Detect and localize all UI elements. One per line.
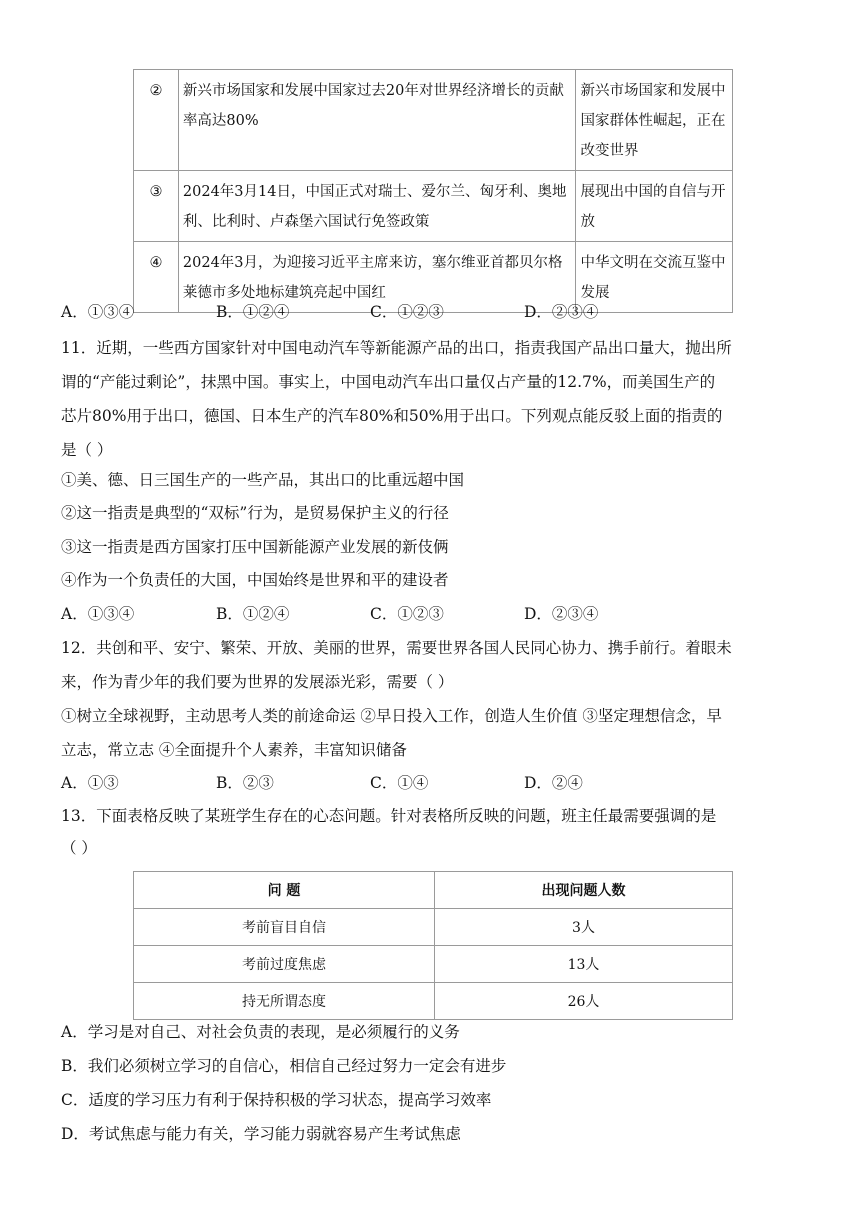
option-c[interactable]: C．①④ (370, 774, 429, 792)
cell-count: 3人 (435, 909, 733, 946)
option-a[interactable]: A．①③④ (61, 303, 135, 321)
q13-table (133, 871, 733, 1020)
q11-item: ③这一指责是西方国家打压中国新能源产业发展的新伎俩 (61, 538, 449, 556)
row-event: 2024年3月，为迎接习近平主席来访，塞尔维亚首都贝尔格莱德市多处地标建筑亮起中国红 (178, 242, 576, 313)
q13-answer-b[interactable]: B．我们必须树立学习的自信心，相信自己经过努力一定会有进步 (61, 1057, 507, 1075)
q11-item: ④作为一个负责任的大国，中国始终是世界和平的建设者 (61, 571, 449, 589)
option-a[interactable]: A．①③ (61, 774, 119, 792)
q12-stem-line: 12．共创和平、安宁、繁荣、开放、美丽的世界，需要世界各国人民同心协力、携手前行。着眼未 (61, 639, 732, 657)
row-number: ④ (134, 242, 179, 313)
q12-item: 立志，常立志 ④全面提升个人素养，丰富知识储备 (61, 741, 407, 759)
q13-answer-d[interactable]: D．考试焦虑与能力有关，学习能力弱就容易产生考试焦虑 (61, 1125, 461, 1143)
column-header-problem: 问 题 (134, 872, 435, 909)
row-meaning: 展现出中国的自信与开放 (576, 171, 733, 242)
option-b[interactable]: B．②③ (216, 774, 274, 792)
q11-stem-line: 11．近期，一些西方国家针对中国电动汽车等新能源产品的出口，指责我国产品出口量大，抛出所 (61, 339, 732, 357)
table-row (134, 983, 733, 1020)
cell-count: 13人 (435, 946, 733, 983)
q13-stem-line: （ ） (61, 839, 97, 857)
table-header-row (134, 872, 733, 909)
q11-item: ①美、德、日三国生产的一些产品，其出口的比重远超中国 (61, 471, 465, 489)
option-a[interactable]: A．①③④ (61, 605, 135, 623)
q10-table (133, 69, 733, 313)
option-d[interactable]: D．②④ (524, 774, 583, 792)
cell-problem: 考前过度焦虑 (134, 946, 435, 983)
row-event: 新兴市场国家和发展中国家过去20年对世界经济增长的贡献率高达80% (178, 70, 576, 171)
table-row (134, 909, 733, 946)
q11-item: ②这一指责是典型的“双标”行为，是贸易保护主义的行径 (61, 504, 449, 522)
option-b[interactable]: B．①②④ (216, 303, 290, 321)
q13-answer-c[interactable]: C．适度的学习压力有利于保持积极的学习状态，提高学习效率 (61, 1091, 492, 1109)
cell-count: 26人 (435, 983, 733, 1020)
table-row (134, 171, 733, 242)
row-meaning: 新兴市场国家和发展中国家群体性崛起，正在改变世界 (576, 70, 733, 171)
option-b[interactable]: B．①②④ (216, 605, 290, 623)
column-header-count: 出现问题人数 (435, 872, 733, 909)
option-c[interactable]: C．①②③ (370, 605, 444, 623)
q11-stem-line: 谓的“产能过剩论”，抹黑中国。事实上，中国电动汽车出口量仅占产量的12.7%，而美国生产的 (61, 373, 716, 391)
option-c[interactable]: C．①②③ (370, 303, 444, 321)
q12-stem-line: 来，作为青少年的我们要为世界的发展添光彩，需要（ ） (61, 673, 454, 691)
q13-stem-line: 13．下面表格反映了某班学生存在的心态问题。针对表格所反映的问题，班主任最需要强调的是 (61, 807, 717, 825)
table-row (134, 70, 733, 171)
cell-problem: 考前盲目自信 (134, 909, 435, 946)
row-number: ③ (134, 171, 179, 242)
q13-answer-a[interactable]: A．学习是对自己、对社会负责的表现，是必须履行的义务 (61, 1023, 460, 1041)
q11-stem-line: 芯片80%用于出口，德国、日本生产的汽车80%和50%用于出口。下列观点能反驳上面的指责的 (61, 407, 723, 425)
cell-problem: 持无所谓态度 (134, 983, 435, 1020)
option-d[interactable]: D．②③④ (524, 605, 599, 623)
option-d[interactable]: D．②③④ (524, 303, 599, 321)
row-number: ② (134, 70, 179, 171)
row-event: 2024年3月14日，中国正式对瑞士、爱尔兰、匈牙利、奥地利、比利时、卢森堡六国试行免签政策 (178, 171, 576, 242)
table-row (134, 946, 733, 983)
row-meaning: 中华文明在交流互鉴中发展 (576, 242, 733, 313)
q12-item: ①树立全球视野，主动思考人类的前途命运 ②早日投入工作，创造人生价值 ③坚定理想信念，早 (61, 707, 722, 725)
q11-stem-line: 是（ ） (61, 441, 113, 459)
